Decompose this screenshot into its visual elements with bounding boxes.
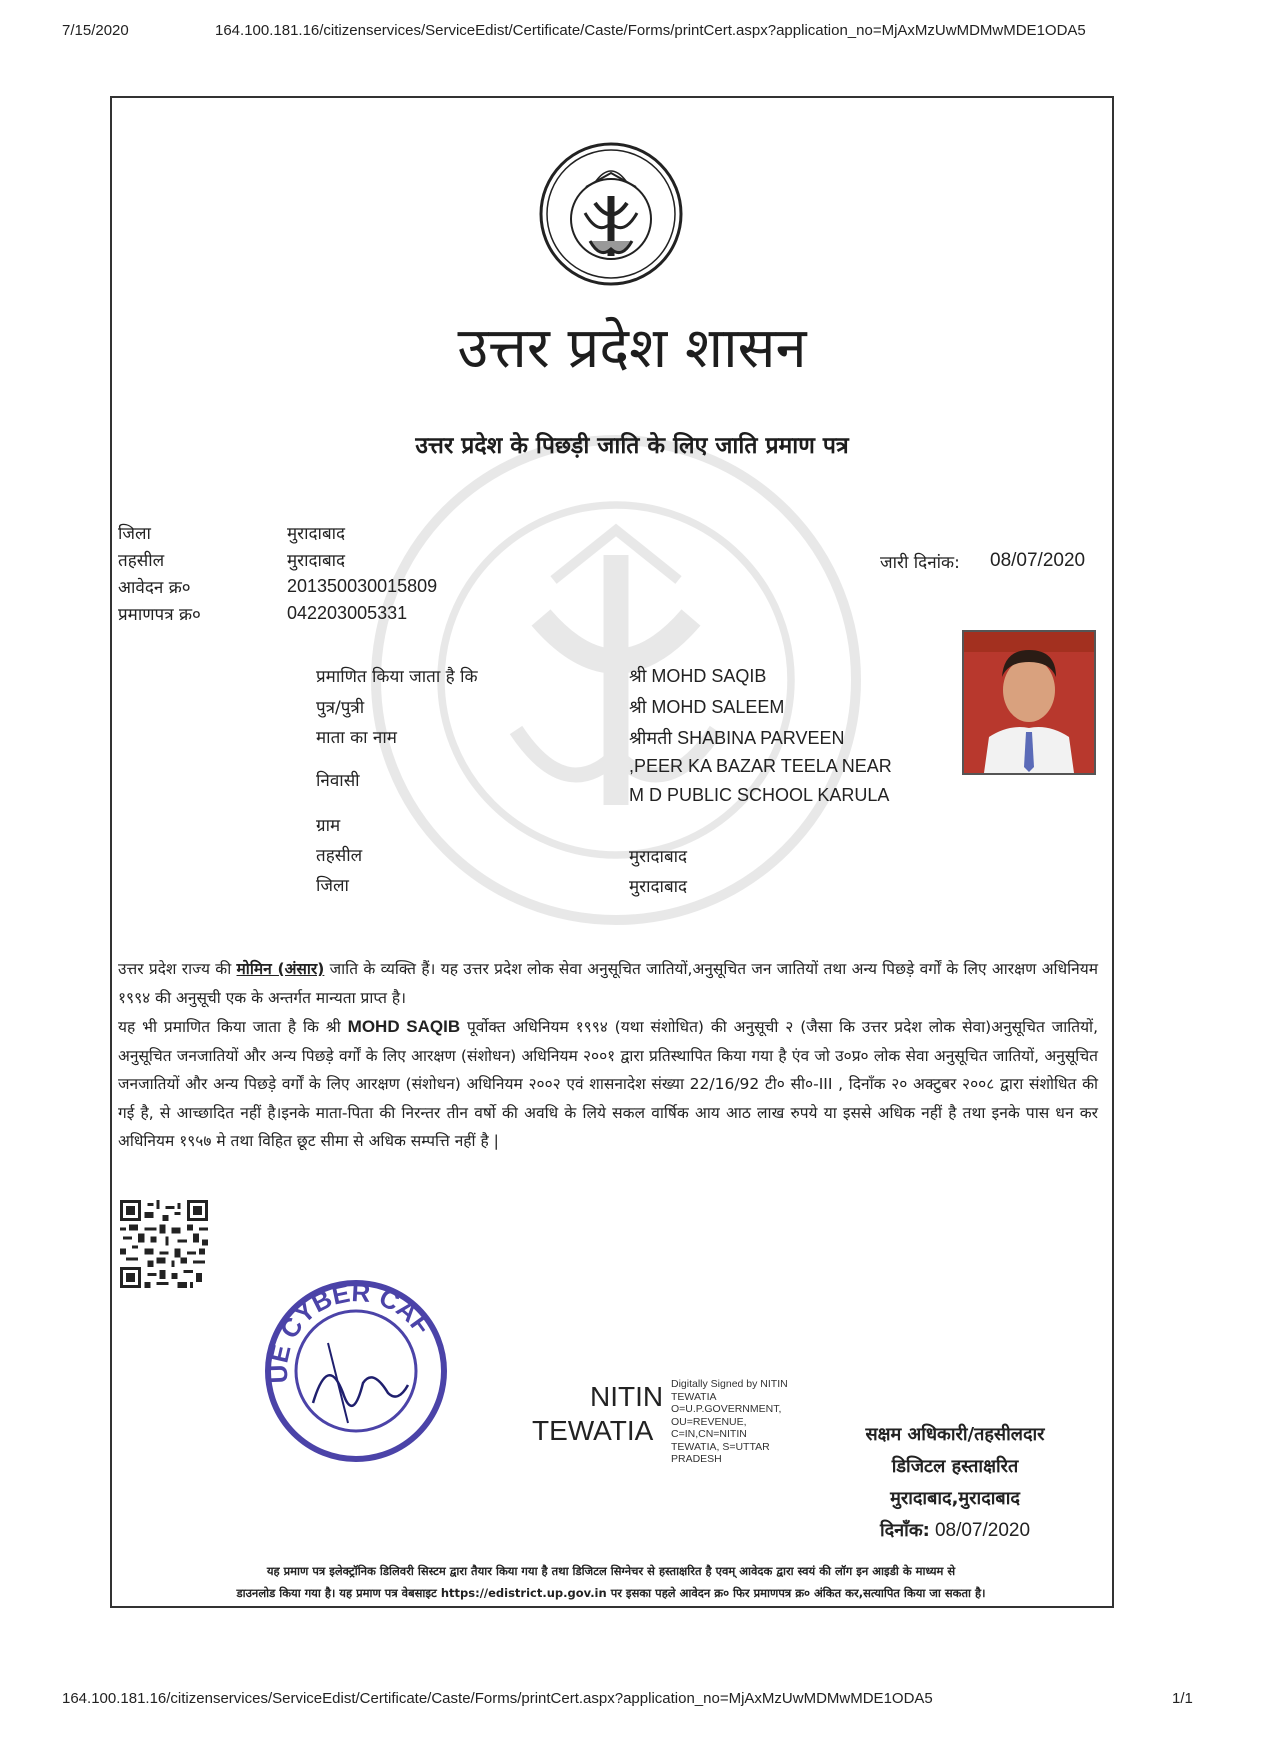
detail-value-address-line2: M D PUBLIC SCHOOL KARULA <box>629 785 890 805</box>
para2-text-a: यह भी प्रमाणित किया जाता है कि श्री <box>118 1018 348 1036</box>
footer-note-line1: यह प्रमाण पत्र इलेक्ट्रॉनिक डिलिवरी सिस्टम द्वारा तैयार किया गया है तथा डिजिटल सिग्नेचर से हस्ताक्षरित है एवम् आवेदक द्वारा स्वयं की लॉग इन आइडी के माध्यम से <box>266 1564 956 1578</box>
qr-code-icon <box>120 1200 208 1288</box>
footer-note-line2: डाउनलोड किया गया है। यह प्रमाण पत्र वेबसाइट https://edistrict.up.gov.in पर इसका पहले आवेदन क्र० फिर प्रमाणपत्र क्र० अंकित कर,सत्यापित किया जा सकता है। <box>236 1586 986 1600</box>
meta-value-application-no: 201350030015809 <box>287 576 438 596</box>
meta-value-tehsil: मुरादाबाद <box>287 551 346 571</box>
meta-value-certificate-no: 042203005331 <box>287 603 408 623</box>
meta-label-application-no: आवेदन क्र० <box>118 578 191 598</box>
print-date: 7/15/2020 <box>62 22 129 39</box>
para1-text-a: उत्तर प्रदेश राज्य की <box>118 960 237 978</box>
applicant-portrait-icon <box>964 632 1094 773</box>
detail-label-tehsil: तहसील <box>316 846 363 866</box>
print-url: 164.100.181.16/citizenservices/ServiceEdist/Certificate/Caste/Forms/printCert.aspx?application_no=MjAxMzUwMDMwMDE1ODA5 <box>215 22 1086 39</box>
certificate-title: उत्तर प्रदेश शासन <box>457 316 807 381</box>
digsig-line: C=IN,CN=NITIN <box>671 1428 747 1440</box>
stamp-text: UE CYBER CAF <box>262 1277 438 1384</box>
digsig-line: Digitally Signed by NITIN <box>671 1378 788 1390</box>
meta-label-certificate-no: प्रमाणपत्र क्र० <box>118 605 201 625</box>
detail-label-mother: माता का नाम <box>316 728 397 748</box>
para1-text-b: जाति के व्यक्ति हैं। यह उत्तर प्रदेश लोक सेवा अनुसूचित जातियों,अनुसूचित जन जातियों तथा अन्य पिछड़े वर्गों के लिए आरक्षण अधिनियम १९९४ की अनुसूची एक के अन्तर्गत मान्यता प्राप्त है। <box>118 960 1098 1007</box>
authority-digital-signed: डिजिटल हस्ताक्षरित <box>891 1456 1019 1477</box>
detail-label-village: ग्राम <box>316 816 341 836</box>
digital-signer-last-name: TEWATIA <box>532 1415 654 1446</box>
print-page-number: 1/1 <box>1172 1690 1193 1707</box>
detail-value-district: मुरादाबाद <box>629 877 688 897</box>
detail-label-son-daughter: पुत्र/पुत्री <box>316 698 365 718</box>
detail-value-mother: श्रीमती SHABINA PARVEEN <box>629 728 845 748</box>
applicant-photo <box>962 630 1096 775</box>
authority-designation: सक्षम अधिकारी/तहसीलदार <box>865 1424 1045 1445</box>
detail-label-certified: प्रमाणित किया जाता है कि <box>316 667 478 687</box>
digsig-line: OU=REVENUE, <box>671 1415 747 1428</box>
detail-value-address-line1: ,PEER KA BAZAR TEELA NEAR <box>629 756 892 776</box>
digsig-line: TEWATIA <box>671 1390 717 1403</box>
print-footer-url: 164.100.181.16/citizenservices/ServiceEdist/Certificate/Caste/Forms/printCert.aspx?application_no=MjAxMzUwMDMwMDE1ODA5 <box>62 1690 933 1707</box>
meta-label-district: जिला <box>118 524 151 544</box>
digsig-line: PRADESH <box>671 1453 722 1465</box>
certificate-paragraph-2 <box>118 1013 1098 1156</box>
up-government-seal-icon <box>538 141 684 287</box>
digital-signature-details <box>671 1378 788 1466</box>
para2-name: MOHD SAQIB <box>347 1017 461 1036</box>
certificate-footer-note <box>118 1560 1104 1604</box>
para2-text-b: पूर्वोक्त अधिनियम १९९४ (यथा संशोधित) की अनुसूची २ (जैसा कि उत्तर प्रदेश लोक सेवा)अनुसूचित जातियों, अनुसूचित जनजातियों और अन्य पिछड़े वर्गों के लिए आरक्षण (संशोधन) अधिनियम २००१ द्वारा प्रतिस्थापित किया गया है एंव जो उ०प्र० लोक सेवा अनुसूचित जातियों, अनुसूचित जनजातियों और अन्य पिछड़े वर्गों के लिए आरक्षण (संशोधन) अधिनियम २००२ एवं शासनादेश संख्या 22/16/92 टी० सी०-III , दिनाँक २० अक्टुबर २००८ द्वारा संशोधित की गई है, से आच्छादित नहीं है।इनके माता-पिता की निरन्तर तीन वर्षो की अवधि के लिये सकल वार्षिक आय आठ लाख रुपये या इससे अधिक नहीं है तथा इनके पास धन कर अधिनियम १९५७ मे तथा विहित छूट सीमा से अधिक सम्पत्ति नहीं है | <box>118 1018 1099 1150</box>
digsig-line: O=U.P.GOVERNMENT, <box>671 1403 782 1415</box>
cyber-cafe-stamp-icon <box>258 1273 454 1469</box>
authority-date <box>835 1518 1075 1542</box>
detail-value-tehsil: मुरादाबाद <box>629 847 688 867</box>
certificate-subtitle: उत्तर प्रदेश के पिछड़ी जाति के लिए जाति प्रमाण पत्र <box>415 433 849 459</box>
digsig-line: TEWATIA, S=UTTAR <box>671 1440 770 1453</box>
meta-label-tehsil: तहसील <box>118 551 165 571</box>
certificate-paragraph-1 <box>118 955 1098 1012</box>
meta-value-district: मुरादाबाद <box>287 524 346 544</box>
authority-location: मुरादाबाद,मुरादाबाद <box>890 1488 1020 1509</box>
authority-date-value: 08/07/2020 <box>934 1520 1031 1541</box>
authority-block <box>835 1422 1075 1542</box>
detail-value-father: श्री MOHD SALEEM <box>629 697 785 717</box>
issue-date-label: जारी दिनांक: <box>880 553 960 573</box>
detail-label-resident: निवासी <box>316 771 360 791</box>
caste-name: मोमिन (अंसार) <box>236 960 325 978</box>
detail-label-district: जिला <box>316 876 349 896</box>
detail-value-name: श्री MOHD SAQIB <box>629 666 767 686</box>
digital-signer-first-name: NITIN <box>590 1381 664 1412</box>
authority-date-label: दिनाँक: <box>879 1520 930 1541</box>
issue-date-value: 08/07/2020 <box>990 550 1086 571</box>
svg-text:UE CYBER CAF <box>263 1277 438 1384</box>
